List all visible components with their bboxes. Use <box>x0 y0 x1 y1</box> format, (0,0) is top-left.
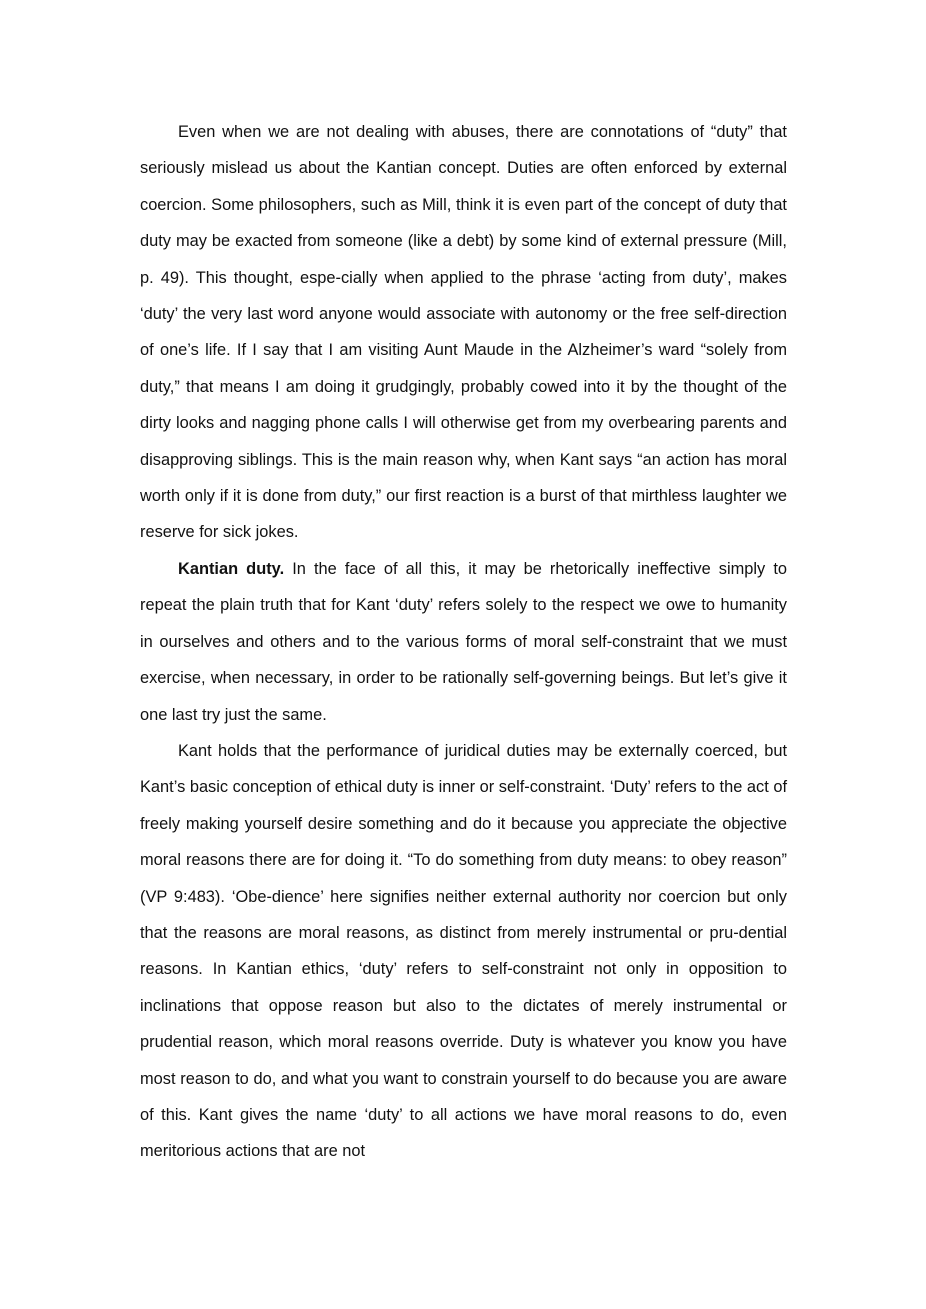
paragraph-text: Kant holds that the performance of juridical duties may be externally coerced, but Kant’s basic conception of ethical duty is inner or self-constraint. ‘Duty’ refers to the act of freely making yourself desire something and do it because you appreciate the objective moral reasons there are for doing it. “To do something from duty means: to obey reason” (VP 9:483). ‘Obe-dience’ here signifies neither external authority nor coercion but only that the reasons are moral reasons, as distinct from merely instrumental or pru-dential reasons. In Kantian ethics, ‘duty’ refers to self-constraint not only in opposition to inclinations that oppose reason but also to the dictates of merely instrumental or prudential reason, which moral reasons override. Duty is whatever you know you have most reason to do, and what you want to constrain yourself to do because you are aware of this. Kant gives the name ‘duty’ to all actions we have moral reasons to do, even meritorious actions that are not <box>140 741 787 1161</box>
paragraph-text: In the face of all this, it may be rhetorically ineffective simply to repeat the plain truth that for Kant ‘duty’ refers solely to the respect we owe to humanity in ourselves and others and to the various forms of moral self-constraint that we must exercise, when necessary, in order to be rationally self-governing beings. But let’s give it one last try just the same. <box>140 559 787 724</box>
paragraph-kantian-duty <box>140 551 787 733</box>
paragraph-juridical-duties <box>140 733 787 1170</box>
document-body <box>140 114 787 1170</box>
section-heading: Kantian duty. <box>178 559 285 578</box>
paragraph-text: Even when we are not dealing with abuses, there are connotations of “duty” that seriously mislead us about the Kantian concept. Duties are often enforced by external coercion. Some philosophers, such as Mill, think it is even part of the concept of duty that duty may be exacted from someone (like a debt) by some kind of external pressure (Mill, p. 49). This thought, espe-cially when applied to the phrase ‘acting from duty’, makes ‘duty’ the very last word anyone would associate with autonomy or the free self-direction of one’s life. If I say that I am visiting Aunt Maude in the Alzheimer’s ward “solely from duty,” that means I am doing it grudgingly, probably cowed into it by the thought of the dirty looks and nagging phone calls I will otherwise get from my overbearing parents and disapproving siblings. This is the main reason why, when Kant says “an action has moral worth only if it is done from duty,” our first reaction is a burst of that mirthless laughter we reserve for sick jokes. <box>140 123 787 542</box>
paragraph-duty-connotations <box>140 114 787 551</box>
